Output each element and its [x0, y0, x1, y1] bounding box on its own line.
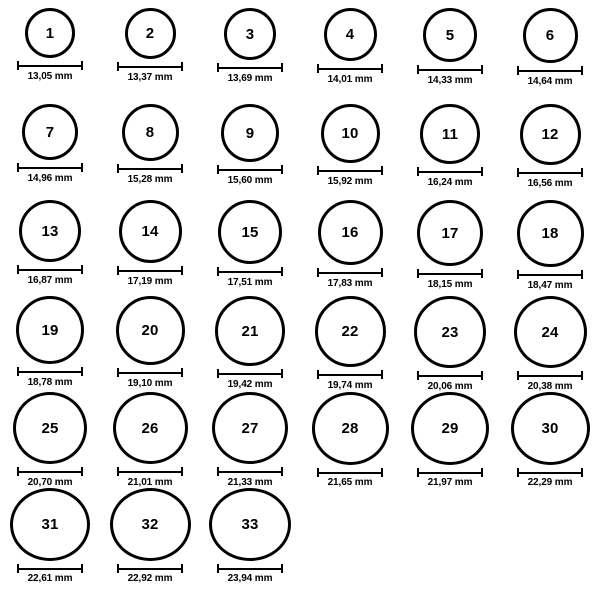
ring-circle: [10, 488, 90, 561]
diameter-label: 16,87 mm: [27, 275, 73, 286]
ring-size-item[interactable]: [200, 392, 300, 488]
ring-size-label: 29: [441, 419, 459, 437]
diameter-label: 13,69 mm: [227, 73, 273, 84]
measure-tick-right: [81, 265, 83, 274]
diameter-measure-bar: [117, 564, 183, 572]
ring-circle: [113, 392, 188, 464]
ring-size-label: 14: [141, 223, 159, 240]
ring-size-item[interactable]: [300, 8, 400, 104]
ring-size-label: 19: [41, 321, 59, 339]
measure-line: [117, 168, 183, 170]
ring-size-label: 31: [41, 515, 59, 533]
ring-circle: [315, 296, 386, 367]
measure-tick-right: [281, 467, 283, 476]
ring-size-item[interactable]: [200, 8, 300, 104]
ring-size-label: 15: [241, 223, 259, 241]
ring-size-label: 12: [541, 126, 559, 143]
ring-circle: [523, 8, 578, 63]
ring-size-item[interactable]: [200, 200, 300, 296]
ring-size-item[interactable]: [500, 392, 600, 488]
ring-size-label: 27: [241, 419, 259, 437]
diameter-label: 18,15 mm: [427, 279, 473, 290]
ring-size-item[interactable]: [100, 8, 200, 104]
measure-tick-right: [181, 564, 183, 573]
measure-line: [517, 472, 583, 474]
ring-size-label: 21: [241, 322, 259, 340]
measure-line: [17, 471, 83, 473]
diameter-measure-bar: [517, 468, 583, 476]
ring-size-item[interactable]: [0, 200, 100, 296]
ring-circle: [221, 104, 279, 162]
diameter-label: 21,97 mm: [427, 477, 473, 488]
measure-tick-right: [281, 63, 283, 72]
diameter-label: 22,61 mm: [27, 573, 73, 584]
measure-tick-right: [181, 266, 183, 275]
ring-size-item[interactable]: [100, 488, 200, 584]
diameter-measure-bar: [117, 368, 183, 377]
ring-size-item[interactable]: [0, 488, 100, 584]
measure-tick-right: [81, 163, 83, 172]
diameter-measure-bar: [517, 168, 583, 177]
ring-size-item[interactable]: [200, 104, 300, 200]
measure-line: [217, 271, 283, 273]
ring-size-label: 22: [341, 323, 359, 340]
measure-tick-right: [581, 66, 583, 75]
ring-circle: [414, 296, 486, 368]
diameter-measure-bar: [217, 267, 283, 276]
measure-line: [17, 568, 83, 570]
ring-circle: [417, 200, 483, 266]
measure-tick-right: [481, 65, 483, 74]
diameter-label: 14,33 mm: [427, 75, 473, 86]
ring-size-label: 20: [141, 322, 159, 339]
diameter-label: 18,47 mm: [527, 280, 573, 291]
measure-line: [517, 375, 583, 377]
ring-circle: [321, 104, 380, 163]
diameter-measure-bar: [417, 269, 483, 278]
ring-circle: [514, 296, 587, 368]
ring-size-label: 10: [341, 125, 359, 142]
ring-size-label: 25: [41, 419, 59, 437]
diameter-measure-bar: [317, 370, 383, 379]
measure-tick-right: [181, 467, 183, 476]
diameter-label: 22,92 mm: [127, 573, 173, 584]
measure-line: [317, 374, 383, 376]
ring-size-item[interactable]: [0, 392, 100, 488]
diameter-measure-bar: [317, 166, 383, 175]
ring-size-item[interactable]: [400, 200, 500, 296]
ring-circle: [224, 8, 276, 60]
ring-circle: [25, 8, 75, 58]
diameter-measure-bar: [217, 165, 283, 174]
diameter-label: 20,70 mm: [27, 477, 73, 488]
measure-line: [317, 170, 383, 172]
ring-size-item[interactable]: [300, 296, 400, 392]
diameter-label: 18,78 mm: [27, 377, 73, 388]
ring-circle: [110, 488, 191, 561]
diameter-measure-bar: [417, 371, 483, 380]
measure-line: [317, 272, 383, 274]
diameter-measure-bar: [417, 468, 483, 476]
ring-size-item[interactable]: [400, 392, 500, 488]
measure-tick-right: [181, 368, 183, 377]
ring-size-label: 2: [145, 25, 155, 42]
diameter-measure-bar: [417, 65, 483, 74]
ring-size-item[interactable]: [500, 296, 600, 392]
measure-tick-right: [381, 370, 383, 379]
ring-size-item[interactable]: [300, 200, 400, 296]
measure-line: [217, 471, 283, 473]
ring-size-item[interactable]: [100, 104, 200, 200]
diameter-measure-bar: [517, 270, 583, 279]
diameter-measure-bar: [17, 467, 83, 476]
diameter-measure-bar: [217, 63, 283, 72]
ring-size-label: 6: [545, 27, 555, 44]
measure-line: [17, 65, 83, 67]
measure-tick-right: [581, 168, 583, 177]
measure-line: [517, 172, 583, 174]
ring-size-label: 13: [41, 222, 59, 240]
measure-line: [117, 270, 183, 272]
ring-size-item[interactable]: [300, 104, 400, 200]
measure-line: [417, 375, 483, 377]
diameter-label: 20,06 mm: [427, 381, 473, 392]
ring-size-item[interactable]: [200, 488, 300, 584]
ring-size-item[interactable]: [0, 296, 100, 392]
measure-tick-right: [481, 269, 483, 278]
measure-line: [217, 169, 283, 171]
diameter-measure-bar: [217, 369, 283, 378]
ring-circle: [318, 200, 383, 265]
measure-tick-right: [81, 467, 83, 476]
measure-line: [17, 269, 83, 271]
measure-tick-right: [381, 64, 383, 73]
ring-size-label: 24: [541, 323, 559, 341]
diameter-label: 15,28 mm: [127, 174, 173, 185]
diameter-label: 15,60 mm: [227, 175, 273, 186]
ring-size-label: 7: [45, 123, 55, 141]
measure-tick-right: [381, 268, 383, 277]
ring-size-label: 18: [541, 225, 559, 242]
measure-tick-right: [481, 167, 483, 176]
measure-tick-right: [381, 468, 383, 477]
ring-size-item[interactable]: [100, 200, 200, 296]
ring-size-label: 1: [45, 24, 55, 42]
ring-size-item[interactable]: [200, 296, 300, 392]
measure-line: [17, 371, 83, 373]
measure-tick-right: [481, 371, 483, 380]
ring-circle: [19, 200, 81, 262]
measure-tick-right: [581, 468, 583, 477]
diameter-measure-bar: [17, 265, 83, 274]
ring-size-item[interactable]: [400, 296, 500, 392]
measure-tick-right: [181, 164, 183, 173]
ring-size-item[interactable]: [0, 8, 100, 104]
diameter-label: 14,01 mm: [327, 74, 373, 85]
ring-circle: [122, 104, 179, 161]
ring-size-label: 30: [541, 419, 559, 437]
measure-line: [117, 66, 183, 68]
diameter-label: 16,56 mm: [527, 178, 573, 189]
measure-line: [417, 472, 483, 474]
ring-size-item[interactable]: [100, 296, 200, 392]
measure-line: [217, 568, 283, 570]
ring-circle: [312, 392, 389, 465]
ring-size-item[interactable]: [400, 8, 500, 104]
ring-size-label: 11: [441, 125, 459, 143]
ring-circle: [22, 104, 78, 160]
ring-circle: [517, 200, 584, 267]
diameter-label: 17,51 mm: [227, 277, 273, 288]
diameter-label: 13,37 mm: [127, 72, 173, 83]
diameter-measure-bar: [17, 367, 83, 376]
ring-circle: [212, 392, 288, 464]
ring-size-item[interactable]: [400, 104, 500, 200]
diameter-label: 13,05 mm: [27, 71, 73, 82]
diameter-measure-bar: [117, 164, 183, 173]
diameter-measure-bar: [117, 62, 183, 71]
ring-circle: [420, 104, 480, 164]
diameter-measure-bar: [17, 61, 83, 70]
ring-circle: [511, 392, 590, 465]
ring-size-label: 23: [441, 323, 459, 341]
measure-line: [117, 372, 183, 374]
diameter-label: 17,83 mm: [327, 278, 373, 289]
ring-size-label: 33: [241, 516, 259, 534]
diameter-label: 22,29 mm: [527, 477, 573, 488]
diameter-label: 23,94 mm: [227, 573, 273, 584]
diameter-label: 19,42 mm: [227, 379, 273, 390]
diameter-measure-bar: [517, 371, 583, 380]
measure-line: [217, 373, 283, 375]
ring-size-label: 17: [441, 224, 459, 242]
diameter-measure-bar: [117, 266, 183, 275]
ring-circle: [215, 296, 285, 366]
measure-line: [217, 67, 283, 69]
ring-size-item[interactable]: [300, 392, 400, 488]
ring-circle: [16, 296, 84, 364]
ring-circle: [411, 392, 489, 465]
ring-size-item[interactable]: [0, 104, 100, 200]
diameter-label: 16,24 mm: [427, 177, 473, 188]
measure-tick-right: [381, 166, 383, 175]
diameter-label: 17,19 mm: [127, 276, 173, 287]
diameter-measure-bar: [217, 564, 283, 572]
diameter-measure-bar: [517, 66, 583, 75]
ring-circle: [119, 200, 182, 263]
measure-line: [417, 171, 483, 173]
ring-circle: [209, 488, 291, 561]
ring-circle: [125, 8, 176, 59]
diameter-measure-bar: [17, 163, 83, 172]
ring-size-item[interactable]: [500, 8, 600, 104]
measure-tick-right: [281, 165, 283, 174]
measure-tick-right: [81, 564, 83, 573]
ring-circle: [13, 392, 87, 464]
measure-line: [517, 274, 583, 276]
measure-tick-right: [81, 367, 83, 376]
ring-circle: [423, 8, 477, 62]
ring-size-label: 8: [145, 124, 155, 141]
measure-line: [317, 68, 383, 70]
ring-size-label: 3: [245, 25, 255, 43]
measure-tick-right: [481, 468, 483, 477]
diameter-measure-bar: [217, 467, 283, 476]
ring-size-label: 4: [345, 26, 355, 43]
measure-line: [117, 568, 183, 570]
measure-tick-right: [81, 61, 83, 70]
diameter-measure-bar: [17, 564, 83, 572]
ring-circle: [520, 104, 581, 165]
measure-line: [417, 69, 483, 71]
diameter-label: 15,92 mm: [327, 176, 373, 187]
ring-circle: [218, 200, 282, 264]
ring-size-label: 16: [341, 224, 359, 241]
ring-size-label: 32: [141, 515, 159, 533]
diameter-measure-bar: [117, 467, 183, 476]
diameter-label: 20,38 mm: [527, 381, 573, 392]
measure-tick-right: [281, 564, 283, 573]
diameter-label: 19,10 mm: [127, 378, 173, 389]
diameter-label: 21,01 mm: [127, 477, 173, 488]
ring-size-label: 26: [141, 419, 159, 437]
diameter-label: 19,74 mm: [327, 380, 373, 391]
ring-size-item[interactable]: [500, 200, 600, 296]
ring-size-label: 9: [245, 124, 255, 142]
measure-line: [417, 273, 483, 275]
diameter-label: 21,33 mm: [227, 477, 273, 488]
measure-line: [317, 472, 383, 474]
measure-line: [17, 167, 83, 169]
diameter-measure-bar: [317, 268, 383, 277]
measure-tick-right: [281, 267, 283, 276]
diameter-measure-bar: [317, 468, 383, 476]
ring-circle: [324, 8, 377, 61]
measure-tick-right: [181, 62, 183, 71]
diameter-label: 14,96 mm: [27, 173, 73, 184]
ring-size-item[interactable]: [100, 392, 200, 488]
ring-circle: [116, 296, 185, 365]
ring-size-label: 28: [341, 419, 359, 437]
measure-tick-right: [281, 369, 283, 378]
measure-line: [517, 70, 583, 72]
diameter-label: 21,65 mm: [327, 477, 373, 488]
measure-tick-right: [581, 270, 583, 279]
diameter-measure-bar: [417, 167, 483, 176]
ring-size-label: 5: [445, 26, 455, 44]
ring-size-item[interactable]: [500, 104, 600, 200]
diameter-label: 14,64 mm: [527, 76, 573, 87]
diameter-measure-bar: [317, 64, 383, 73]
measure-line: [117, 471, 183, 473]
measure-tick-right: [581, 371, 583, 380]
